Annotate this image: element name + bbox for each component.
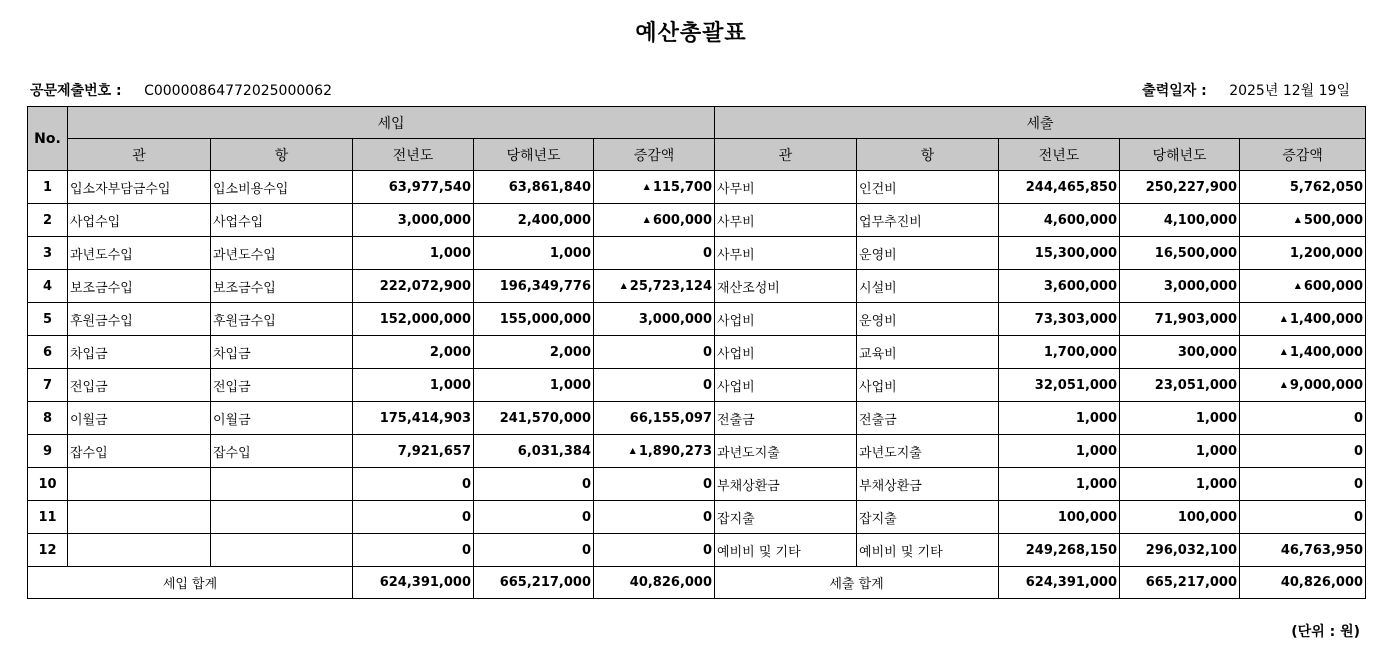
- expense-curr-cell: 23,051,000: [1120, 369, 1240, 402]
- table-row: [28, 171, 1366, 204]
- expense-diff-cell-value: 9,000,000: [1289, 377, 1364, 393]
- revenue-prev-cell: 0: [353, 468, 474, 501]
- revenue-prev-cell: 1,000: [353, 369, 474, 402]
- expense-total-prev: 624,391,000: [999, 567, 1120, 599]
- table-row: [28, 336, 1366, 369]
- expense-curr-cell: 1,000: [1120, 402, 1240, 435]
- revenue-gwan-cell: 잡수입: [68, 435, 211, 468]
- revenue-gwan-cell: 이월금: [68, 402, 211, 435]
- print-date-year-unit: 년: [1264, 83, 1279, 99]
- print-date-month-unit: 월: [1300, 83, 1315, 99]
- decrease-triangle-icon: ▲: [620, 280, 627, 290]
- column-header-expense-prev: 전년도: [999, 139, 1120, 171]
- expense-curr-cell: 1,000: [1120, 468, 1240, 501]
- column-header-revenue-diff: 증감액: [594, 139, 715, 171]
- revenue-gwan-cell: 차입금: [68, 336, 211, 369]
- revenue-diff-cell: 0: [594, 237, 715, 270]
- expense-curr-cell: 71,903,000: [1120, 303, 1240, 336]
- revenue-prev-cell: 0: [353, 501, 474, 534]
- expense-prev-cell: 73,303,000: [999, 303, 1120, 336]
- row-number: 9: [28, 435, 68, 468]
- revenue-diff-cell-value: 115,700: [652, 179, 713, 195]
- revenue-hang-cell: [211, 501, 353, 534]
- expense-diff-cell: [1240, 369, 1366, 402]
- expense-prev-cell: 249,268,150: [999, 534, 1120, 567]
- revenue-prev-cell: 7,921,657: [353, 435, 474, 468]
- revenue-curr-cell: 155,000,000: [474, 303, 594, 336]
- revenue-hang-cell: 과년도수입: [211, 237, 353, 270]
- revenue-curr-cell: 63,861,840: [474, 171, 594, 204]
- revenue-prev-cell: 175,414,903: [353, 402, 474, 435]
- print-date-year: 2025: [1229, 83, 1265, 99]
- expense-diff-cell: 0: [1240, 435, 1366, 468]
- revenue-gwan-cell: [68, 534, 211, 567]
- revenue-gwan-cell: [68, 468, 211, 501]
- table-row: [28, 501, 1366, 534]
- expense-prev-cell: 4,600,000: [999, 204, 1120, 237]
- expense-curr-cell: 300,000: [1120, 336, 1240, 369]
- revenue-total-diff: 40,826,000: [594, 567, 715, 599]
- column-header-revenue-curr: 당해년도: [474, 139, 594, 171]
- expense-hang-cell: 과년도지출: [857, 435, 999, 468]
- print-date-day-unit: 일: [1336, 83, 1350, 99]
- table-row: [28, 303, 1366, 336]
- expense-diff-cell: 0: [1240, 468, 1366, 501]
- revenue-hang-cell: 후원금수입: [211, 303, 353, 336]
- revenue-prev-cell: 63,977,540: [353, 171, 474, 204]
- row-number: 2: [28, 204, 68, 237]
- expense-diff-cell: [1240, 336, 1366, 369]
- revenue-diff-cell: [594, 204, 715, 237]
- column-group-revenue: 세입: [68, 107, 715, 139]
- revenue-hang-cell: [211, 534, 353, 567]
- table-row: [28, 435, 1366, 468]
- expense-curr-cell: 3,000,000: [1120, 270, 1240, 303]
- expense-prev-cell: 15,300,000: [999, 237, 1120, 270]
- expense-gwan-cell: 잡지출: [715, 501, 857, 534]
- expense-hang-cell: 시설비: [857, 270, 999, 303]
- revenue-gwan-cell: 후원금수입: [68, 303, 211, 336]
- expense-hang-cell: 예비비 및 기타: [857, 534, 999, 567]
- expense-diff-cell-value: 500,000: [1303, 212, 1364, 228]
- expense-gwan-cell: 사무비: [715, 204, 857, 237]
- revenue-diff-cell: 0: [594, 369, 715, 402]
- revenue-diff-cell: 0: [594, 534, 715, 567]
- row-number: 7: [28, 369, 68, 402]
- revenue-gwan-cell: 보조금수입: [68, 270, 211, 303]
- decrease-triangle-icon: ▲: [1280, 379, 1287, 389]
- revenue-diff-cell-value: 1,890,273: [638, 443, 713, 459]
- row-number: 5: [28, 303, 68, 336]
- decrease-triangle-icon: ▲: [1294, 280, 1301, 290]
- revenue-total-prev: 624,391,000: [353, 567, 474, 599]
- expense-diff-cell: [1240, 303, 1366, 336]
- expense-hang-cell: 업무추진비: [857, 204, 999, 237]
- print-date: [1142, 80, 1350, 100]
- expense-gwan-cell: 사무비: [715, 171, 857, 204]
- expense-diff-cell-value: 1,400,000: [1289, 344, 1364, 360]
- expense-curr-cell: 296,032,100: [1120, 534, 1240, 567]
- revenue-diff-cell-value: 25,723,124: [629, 278, 713, 294]
- revenue-diff-cell-value: 600,000: [652, 212, 713, 228]
- column-header-revenue-prev: 전년도: [353, 139, 474, 171]
- revenue-hang-cell: 전입금: [211, 369, 353, 402]
- row-number: 12: [28, 534, 68, 567]
- column-header-no: No.: [28, 107, 68, 171]
- print-date-label: 출력일자 :: [1142, 83, 1207, 99]
- expense-hang-cell: 인건비: [857, 171, 999, 204]
- column-header-expense-diff: 증감액: [1240, 139, 1366, 171]
- row-number: 4: [28, 270, 68, 303]
- expense-hang-cell: 운영비: [857, 237, 999, 270]
- table-body: [28, 171, 1366, 567]
- table-row: [28, 204, 1366, 237]
- revenue-hang-cell: 보조금수입: [211, 270, 353, 303]
- revenue-curr-cell: 1,000: [474, 237, 594, 270]
- expense-diff-cell-value: 1,400,000: [1289, 311, 1364, 327]
- column-header-expense-curr: 당해년도: [1120, 139, 1240, 171]
- revenue-prev-cell: 2,000: [353, 336, 474, 369]
- revenue-prev-cell: 152,000,000: [353, 303, 474, 336]
- revenue-prev-cell: 3,000,000: [353, 204, 474, 237]
- revenue-gwan-cell: 사업수입: [68, 204, 211, 237]
- expense-gwan-cell: 재산조성비: [715, 270, 857, 303]
- column-header-revenue-gwan: 관: [68, 139, 211, 171]
- totals-row: [28, 567, 1366, 599]
- expense-hang-cell: 잡지출: [857, 501, 999, 534]
- expense-diff-cell: [1240, 204, 1366, 237]
- expense-gwan-cell: 예비비 및 기타: [715, 534, 857, 567]
- table-row: [28, 369, 1366, 402]
- expense-prev-cell: 32,051,000: [999, 369, 1120, 402]
- table-row: [28, 237, 1366, 270]
- revenue-gwan-cell: 전입금: [68, 369, 211, 402]
- expense-prev-cell: 1,000: [999, 402, 1120, 435]
- expense-prev-cell: 3,600,000: [999, 270, 1120, 303]
- expense-gwan-cell: 사무비: [715, 237, 857, 270]
- expense-hang-cell: 교육비: [857, 336, 999, 369]
- revenue-curr-cell: 196,349,776: [474, 270, 594, 303]
- expense-prev-cell: 1,000: [999, 468, 1120, 501]
- expense-gwan-cell: 전출금: [715, 402, 857, 435]
- expense-curr-cell: 1,000: [1120, 435, 1240, 468]
- expense-total-label: 세출 합계: [715, 567, 999, 599]
- decrease-triangle-icon: ▲: [643, 181, 650, 191]
- expense-diff-cell: 1,200,000: [1240, 237, 1366, 270]
- column-header-revenue-hang: 항: [211, 139, 353, 171]
- expense-prev-cell: 244,465,850: [999, 171, 1120, 204]
- revenue-prev-cell: 1,000: [353, 237, 474, 270]
- expense-gwan-cell: 사업비: [715, 369, 857, 402]
- revenue-prev-cell: 222,072,900: [353, 270, 474, 303]
- revenue-diff-cell: 0: [594, 468, 715, 501]
- revenue-diff-cell: 3,000,000: [594, 303, 715, 336]
- print-date-day: 19: [1318, 83, 1337, 99]
- expense-hang-cell: 전출금: [857, 402, 999, 435]
- revenue-curr-cell: 0: [474, 501, 594, 534]
- expense-diff-cell: 0: [1240, 402, 1366, 435]
- revenue-hang-cell: 입소비용수입: [211, 171, 353, 204]
- expense-diff-cell: 0: [1240, 501, 1366, 534]
- table-row: [28, 534, 1366, 567]
- revenue-hang-cell: 사업수입: [211, 204, 353, 237]
- decrease-triangle-icon: ▲: [1294, 214, 1301, 224]
- revenue-total-label: 세입 합계: [28, 567, 353, 599]
- revenue-curr-cell: 1,000: [474, 369, 594, 402]
- expense-hang-cell: 사업비: [857, 369, 999, 402]
- revenue-curr-cell: 0: [474, 468, 594, 501]
- row-number: 8: [28, 402, 68, 435]
- revenue-hang-cell: 이월금: [211, 402, 353, 435]
- column-group-expense: 세출: [715, 107, 1366, 139]
- document-number-label: 공문제출번호 :: [30, 83, 122, 99]
- row-number: 10: [28, 468, 68, 501]
- revenue-diff-cell: [594, 270, 715, 303]
- revenue-diff-cell: [594, 435, 715, 468]
- table-row: [28, 468, 1366, 501]
- revenue-hang-cell: 잡수입: [211, 435, 353, 468]
- decrease-triangle-icon: ▲: [1280, 346, 1287, 356]
- expense-diff-cell: [1240, 270, 1366, 303]
- expense-prev-cell: 100,000: [999, 501, 1120, 534]
- header-row-columns: [28, 139, 1366, 171]
- row-number: 6: [28, 336, 68, 369]
- revenue-hang-cell: 차입금: [211, 336, 353, 369]
- page-title: 예산총괄표: [635, 21, 747, 46]
- revenue-diff-cell: 66,155,097: [594, 402, 715, 435]
- table-row: [28, 402, 1366, 435]
- print-date-value: [1229, 83, 1350, 99]
- expense-curr-cell: 16,500,000: [1120, 237, 1240, 270]
- expense-total-diff: 40,826,000: [1240, 567, 1366, 599]
- expense-gwan-cell: 과년도지출: [715, 435, 857, 468]
- expense-prev-cell: 1,700,000: [999, 336, 1120, 369]
- expense-diff-cell-value: 600,000: [1303, 278, 1364, 294]
- expense-prev-cell: 1,000: [999, 435, 1120, 468]
- expense-curr-cell: 4,100,000: [1120, 204, 1240, 237]
- expense-diff-cell: 5,762,050: [1240, 171, 1366, 204]
- revenue-curr-cell: 241,570,000: [474, 402, 594, 435]
- revenue-curr-cell: 6,031,384: [474, 435, 594, 468]
- print-date-month: 12: [1282, 83, 1301, 99]
- document-number: [30, 80, 332, 100]
- decrease-triangle-icon: ▲: [629, 445, 636, 455]
- expense-curr-cell: 100,000: [1120, 501, 1240, 534]
- revenue-gwan-cell: 입소자부담금수입: [68, 171, 211, 204]
- decrease-triangle-icon: ▲: [1280, 313, 1287, 323]
- revenue-gwan-cell: 과년도수입: [68, 237, 211, 270]
- revenue-total-curr: 665,217,000: [474, 567, 594, 599]
- header-row-groups: [28, 107, 1366, 139]
- revenue-diff-cell: 0: [594, 501, 715, 534]
- expense-hang-cell: 부채상환금: [857, 468, 999, 501]
- expense-hang-cell: 운영비: [857, 303, 999, 336]
- expense-total-curr: 665,217,000: [1120, 567, 1240, 599]
- revenue-diff-cell: 0: [594, 336, 715, 369]
- expense-curr-cell: 250,227,900: [1120, 171, 1240, 204]
- revenue-gwan-cell: [68, 501, 211, 534]
- document-number-value: C00000864772025000062: [144, 83, 332, 99]
- column-header-expense-hang: 항: [857, 139, 999, 171]
- decrease-triangle-icon: ▲: [643, 214, 650, 224]
- revenue-curr-cell: 2,000: [474, 336, 594, 369]
- revenue-diff-cell: [594, 171, 715, 204]
- budget-summary-table: [27, 106, 1366, 599]
- expense-diff-cell: 46,763,950: [1240, 534, 1366, 567]
- unit-note: (단위 : 원): [1291, 624, 1360, 640]
- row-number: 3: [28, 237, 68, 270]
- expense-gwan-cell: 부채상환금: [715, 468, 857, 501]
- table-row: [28, 270, 1366, 303]
- column-header-expense-gwan: 관: [715, 139, 857, 171]
- revenue-curr-cell: 2,400,000: [474, 204, 594, 237]
- revenue-curr-cell: 0: [474, 534, 594, 567]
- expense-gwan-cell: 사업비: [715, 303, 857, 336]
- row-number: 1: [28, 171, 68, 204]
- revenue-prev-cell: 0: [353, 534, 474, 567]
- row-number: 11: [28, 501, 68, 534]
- revenue-hang-cell: [211, 468, 353, 501]
- expense-gwan-cell: 사업비: [715, 336, 857, 369]
